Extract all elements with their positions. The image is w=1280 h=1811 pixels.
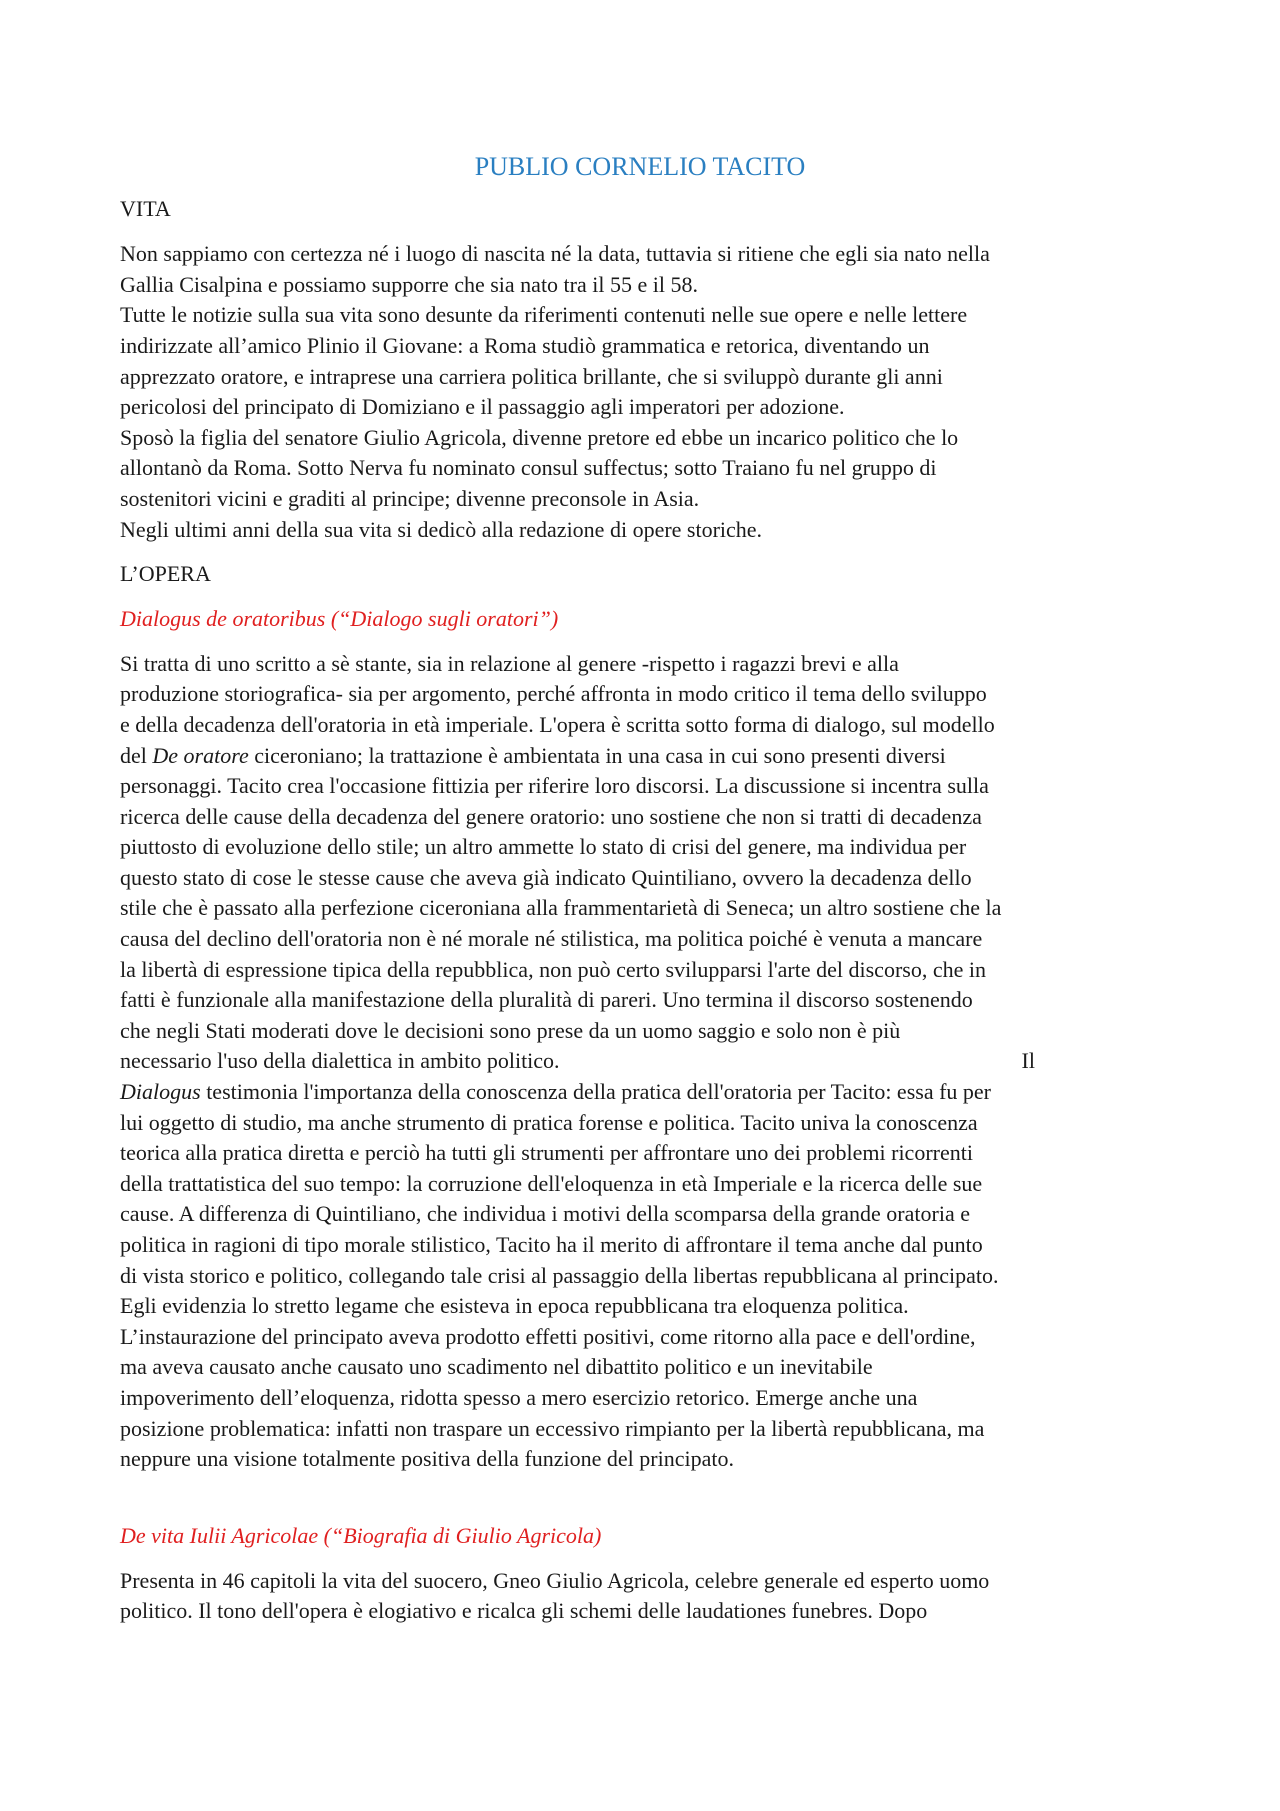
spacer [120,1489,1160,1521]
vita-paragraph [120,239,1160,545]
text-line: stile che è passato alla perfezione ciceroniana alla frammentarietà di Seneca; un altro sostiene che la [120,895,1002,921]
text-span: del [120,742,153,768]
work-title-de-oratore: De oratore [152,742,249,768]
text-span: necessario l'uso della dialettica in ambito politico. [120,1048,560,1074]
text-line [120,1046,1160,1077]
agricola-paragraph [120,1566,1160,1627]
text-line: causa del declino dell'oratoria non è né morale né stilistica, ma politica poiché è venuta a mancare [120,926,983,952]
text-line: Negli ultimi anni della sua vita si dedicò alla redazione di opere storiche. [120,516,763,542]
text-line: lui oggetto di studio, ma anche strumento di pratica forense e politica. Tacito univa la conoscenza [120,1109,978,1135]
text-line: sostenitori vicini e graditi al principe; divenne preconsole in Asia. [120,485,700,511]
text-line: produzione storiografica- sia per argomento, perché affronta in modo critico il tema dello sviluppo [120,681,987,707]
text-line: piuttosto di evoluzione dello stile; un altro ammette lo stato di crisi del genere, ma individua per [120,834,967,860]
text-line: pericolosi del principato di Domiziano e il passaggio agli imperatori per adozione. [120,394,845,420]
text-line: politico. Il tono dell'opera è elogiativo e ricalca gli schemi delle laudationes funebres. Dopo [120,1598,928,1624]
text-line: e della decadenza dell'oratoria in età imperiale. L'opera è scritta sotto forma di dialogo, sul modello [120,711,995,737]
document-title: PUBLIO CORNELIO TACITO [474,152,806,181]
text-line: indirizzate all’amico Plinio il Giovane: a Roma studiò grammatica e retorica, diventando un [120,332,930,358]
text-line: apprezzato oratore, e intraprese una carriera politica brillante, che si sviluppò durante gli anni [120,363,943,389]
text-line: posizione problematica: infatti non traspare un eccessivo rimpianto per la libertà repubblicana, ma [120,1415,985,1441]
text-span: testimonia l'importanza della conoscenza della pratica dell'oratoria per Tacito: essa fu per [200,1079,992,1105]
text-line: che negli Stati moderati dove le decisioni sono prese da un uomo saggio e solo non è più [120,1017,901,1043]
text-line: la libertà di espressione tipica della repubblica, non può certo svilupparsi l'arte del discorso, che in [120,956,986,982]
text-line: questo stato di cose le stesse cause che aveva già indicato Quintiliano, ovvero la decadenza dello [120,864,972,890]
text-span: Il [1021,1048,1035,1074]
text-line: cause. A differenza di Quintiliano, che individua i motivi della scomparsa della grande oratoria e [120,1201,970,1227]
work-title-dialogus: Dialogus [120,1079,201,1105]
text-line: Egli evidenzia lo stretto legame che esisteva in epoca repubblicana tra eloquenza politica. [120,1293,909,1319]
text-line: teorica alla pratica diretta e perciò ha tutti gli strumenti per affrontare uno dei problemi ricorrenti [120,1140,973,1166]
text-line [120,1077,1160,1108]
section-heading-vita: VITA [120,196,171,222]
text-line: Si tratta di uno scritto a sè stante, sia in relazione al genere -rispetto i ragazzi brevi e alla [120,650,899,676]
text-line: Tutte le notizie sulla sua vita sono desunte da riferimenti contenuti nelle sue opere e nelle lettere [120,302,968,328]
text-line: Presenta in 46 capitoli la vita del suocero, Gneo Giulio Agricola, celebre generale ed esperto uomo [120,1567,990,1593]
text-line: politica in ragioni di tipo morale stilistico, Tacito ha il merito di affrontare il tema anche dal punto [120,1232,983,1257]
dialogus-paragraph [120,649,1160,1475]
text-span: ciceroniano; la trattazione è ambientata in una casa in cui sono presenti diversi [248,742,946,768]
text-line: impoverimento dell’eloquenza, ridotta spesso a mero esercizio retorico. Emerge anche una [120,1384,918,1410]
text-line: allontanò da Roma. Sotto Nerva fu nominato consul suffectus; sotto Traiano fu nel gruppo di [120,455,937,481]
text-line: neppure una visione totalmente positiva della funzione del principato. [120,1446,734,1472]
text-line: L’instaurazione del principato aveva prodotto effetti positivi, come ritorno alla pace e dell'ordine, [120,1323,976,1349]
text-line [120,741,1160,772]
text-line: Gallia Cisalpina e possiamo supporre che sia nato tra il 55 e il 58. [120,271,698,297]
subheading-agricola: De vita Iulii Agricolae (“Biografia di Giulio Agricola) [120,1522,602,1548]
text-line: personaggi. Tacito crea l'occasione fittizia per riferire loro discorsi. La discussione si incentra sulla [120,773,989,799]
text-line: Sposò la figlia del senatore Giulio Agricola, divenne pretore ed ebbe un incarico politico che lo [120,424,959,450]
text-line: ricerca delle cause della decadenza del genere oratorio: uno sostiene che non si tratti di decadenza [120,803,982,829]
subheading-dialogus: Dialogus de oratoribus (“Dialogo sugli oratori”) [120,605,559,631]
section-heading-opera: L’OPERA [120,561,211,587]
text-line: di vista storico e politico, collegando tale crisi al passaggio della libertas repubblicana al principato. [120,1262,999,1288]
text-line: della trattatistica del suo tempo: la corruzione dell'eloquenza in età Imperiale e la ricerca delle sue [120,1170,983,1196]
text-line: ma aveva causato anche causato uno scadimento nel dibattito politico e un inevitabile [120,1354,873,1380]
text-line: fatti è funzionale alla manifestazione della pluralità di pareri. Uno termina il discorso sostenendo [120,987,973,1013]
text-line: Non sappiamo con certezza né i luogo di nascita né la data, tuttavia si ritiene che egli sia nato nella [120,241,990,267]
